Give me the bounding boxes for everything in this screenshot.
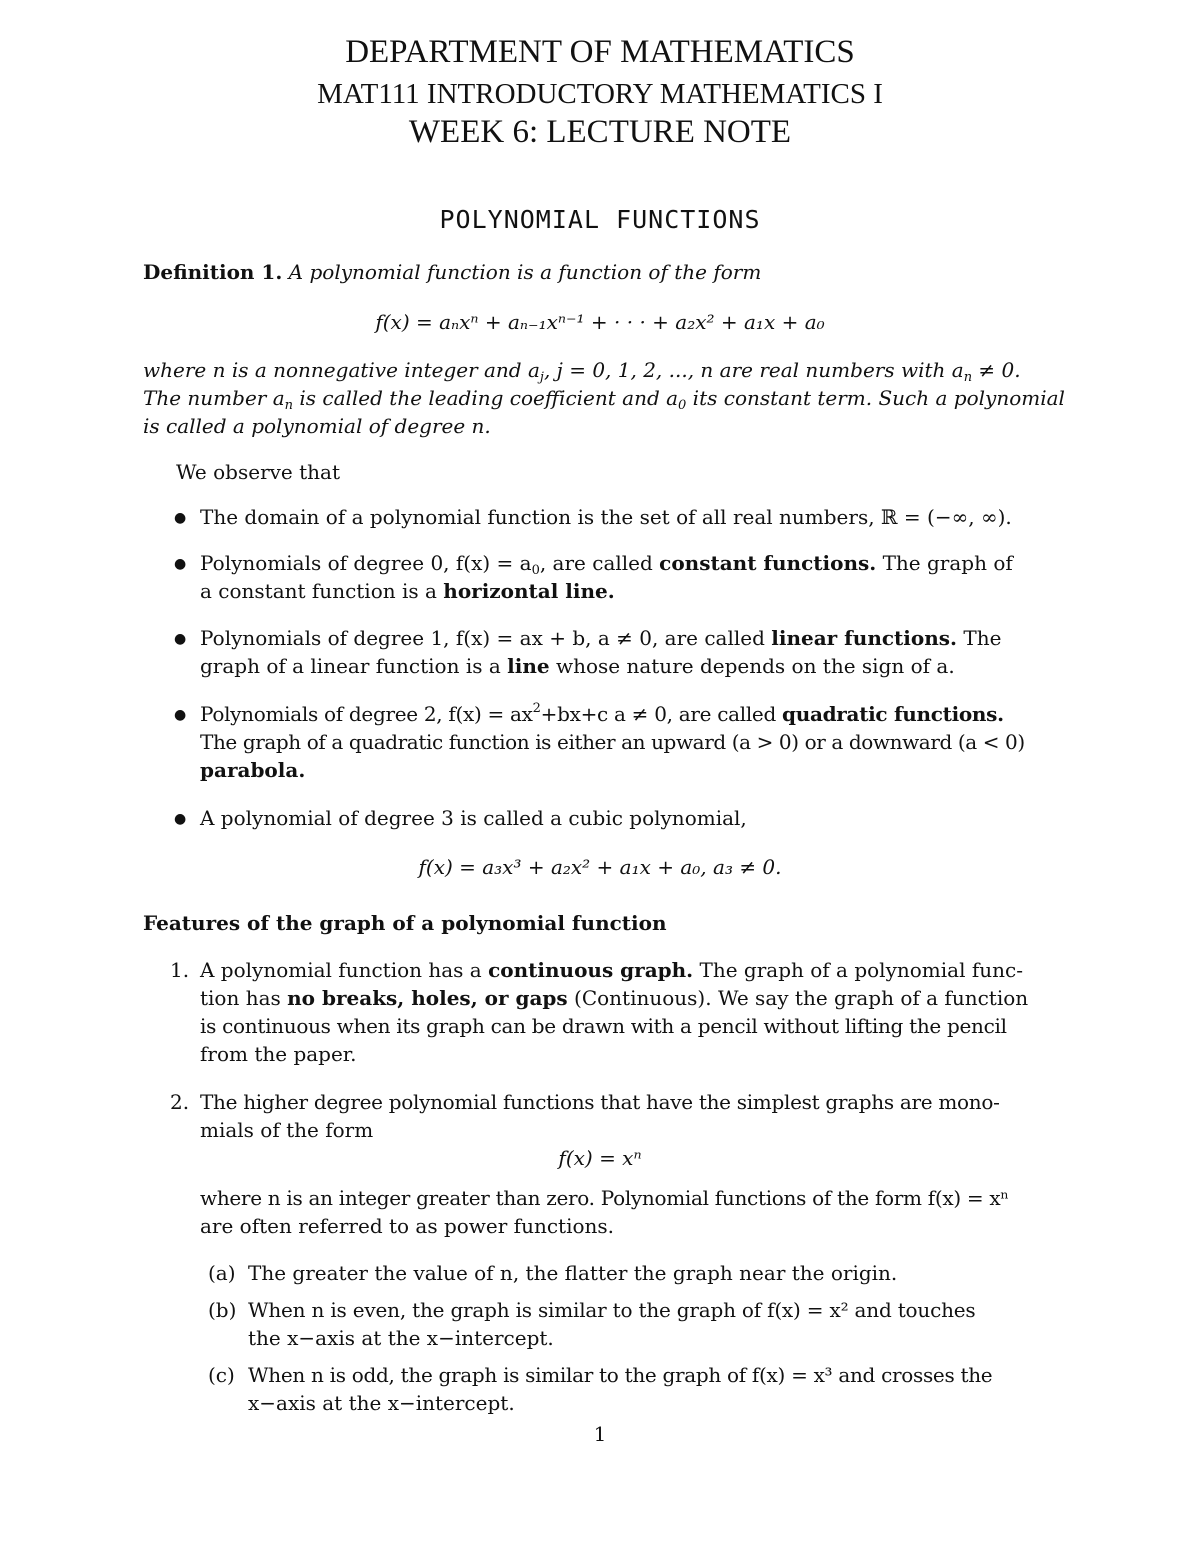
feature-2-line-2: mials of the form — [200, 1118, 374, 1142]
features-heading: Features of the graph of a polynomial function — [143, 911, 667, 935]
feature-1-line-2 — [200, 986, 1028, 1010]
f1-c: The graph of a polynomial func- — [693, 958, 1023, 982]
definition-label: Definition 1. — [143, 260, 283, 284]
b3-bold: linear functions. — [771, 626, 957, 650]
department-heading: DEPARTMENT OF MATHEMATICS — [345, 34, 855, 70]
course-heading: MAT111 INTRODUCTORY MATHEMATICS I — [317, 78, 883, 110]
observe-text: We observe that — [176, 460, 340, 484]
def-l2-c: its constant term. Such a polynomial — [686, 386, 1065, 410]
b4-bold: quadratic functions. — [782, 702, 1004, 726]
b3-l2-bold: line — [507, 654, 550, 678]
b2-l2-a: a constant function is a — [200, 579, 444, 603]
b2-l2-bold: horizontal line. — [443, 579, 615, 603]
def-l2-sub: n — [284, 398, 293, 413]
sub-item-a: The greater the value of n, the flatter the graph near the origin. — [248, 1261, 898, 1285]
def-l1-sub2: n — [963, 370, 973, 385]
sub-item-label: (a) — [208, 1261, 236, 1285]
feature-2-line-3: where n is an integer greater than zero. Polynomial functions of the form f(x) = xⁿ — [200, 1186, 1009, 1210]
sub-item-label: (c) — [208, 1363, 235, 1387]
bullet-dot: ● — [174, 707, 187, 723]
feature-1-line-1 — [200, 958, 1023, 982]
feature-2-line-4: are often referred to as power functions. — [200, 1214, 615, 1238]
def-l1-b: , j = 0, 1, 2, ..., n are real numbers with a — [543, 358, 964, 382]
cubic-equation: f(x) = a₃x³ + a₂x² + a₁x + a₀, a₃ ≠ 0. — [418, 855, 782, 879]
item-number: 2. — [170, 1090, 190, 1114]
bullet-quadratic-line-3 — [200, 758, 305, 782]
b4-l3-bold: parabola. — [200, 758, 306, 782]
b3-l2-a: graph of a linear function is a — [200, 654, 508, 678]
definition-intro — [143, 260, 761, 284]
def-l1-sub: j — [539, 370, 544, 385]
bullet-constant-line-2 — [200, 579, 615, 603]
bullet-dot: ● — [174, 631, 187, 647]
feature-1-line-3: is continuous when its graph can be drawn with a pencil without lifting the pencil — [200, 1014, 1007, 1038]
sub-item-b-line-2: the x−axis at the x−intercept. — [248, 1326, 554, 1350]
definition-line-1 — [143, 358, 1021, 385]
bullet-linear-line-1 — [200, 626, 1001, 650]
bullet-cubic: A polynomial of degree 3 is called a cubic polynomial, — [200, 806, 747, 830]
sub-item-label: (b) — [208, 1298, 237, 1322]
bullet-quadratic-line-1 — [200, 702, 1004, 726]
sub-item-b-line-1: When n is even, the graph is similar to the graph of f(x) = x² and touches — [248, 1298, 976, 1322]
section-title: POLYNOMIAL FUNCTIONS — [439, 205, 761, 234]
power-equation: f(x) = xⁿ — [558, 1146, 642, 1170]
b4-a: Polynomials of degree 2, f(x) = ax — [200, 702, 533, 726]
f1-l2-bold: no breaks, holes, or gaps — [287, 986, 568, 1010]
f1-bold: continuous graph. — [488, 958, 694, 982]
bullet-dot: ● — [174, 510, 187, 526]
b3-a: Polynomials of degree 1, f(x) = ax + b, a ≠ 0, are called — [200, 626, 772, 650]
definition-text: A polynomial function is a function of the form — [288, 260, 762, 284]
feature-1-line-4: from the paper. — [200, 1042, 357, 1066]
def-l2-b: is called the leading coefficient and a — [293, 386, 679, 410]
bullet-constant-line-1 — [200, 551, 1013, 578]
f1-l2-a: tion has — [200, 986, 288, 1010]
def-l1-c: ≠ 0. — [972, 358, 1021, 382]
bullet-domain: The domain of a polynomial function is the set of all real numbers, ℝ = (−∞, ∞). — [200, 505, 1012, 529]
b4-sup: 2 — [532, 701, 541, 716]
definition-equation: f(x) = aₙxⁿ + aₙ₋₁xⁿ⁻¹ + · · · + a₂x² + a₁x + a₀ — [375, 310, 825, 334]
item-number: 1. — [170, 958, 190, 982]
feature-2-line-1: The higher degree polynomial functions that have the simplest graphs are mono- — [200, 1090, 1000, 1114]
bullet-linear-line-2 — [200, 654, 955, 678]
b2-bold: constant functions. — [659, 551, 877, 575]
page-number: 1 — [593, 1422, 607, 1446]
b2-sub: 0 — [531, 563, 540, 578]
bullet-dot: ● — [174, 811, 187, 827]
sub-item-c-line-1: When n is odd, the graph is similar to the graph of f(x) = x³ and crosses the — [248, 1363, 993, 1387]
def-l2-a: The number a — [143, 386, 285, 410]
bullet-quadratic-line-2: The graph of a quadratic function is either an upward (a > 0) or a downward (a < 0) — [200, 730, 1025, 754]
b4-b: +bx+c a ≠ 0, are called — [540, 702, 783, 726]
f1-a: A polynomial function has a — [200, 958, 489, 982]
def-l1-a: where n is a nonnegative integer and a — [143, 358, 540, 382]
b3-c: The — [957, 626, 1002, 650]
b2-a: Polynomials of degree 0, f(x) = a — [200, 551, 532, 575]
b2-b: , are called — [539, 551, 660, 575]
definition-line-3: is called a polynomial of degree n. — [143, 414, 491, 438]
b3-l2-c: whose nature depends on the sign of a. — [549, 654, 955, 678]
bullet-dot: ● — [174, 556, 187, 572]
definition-line-2 — [143, 386, 1065, 413]
sub-item-c-line-2: x−axis at the x−intercept. — [248, 1391, 515, 1415]
week-heading: WEEK 6: LECTURE NOTE — [408, 114, 792, 150]
b2-c: The graph of — [876, 551, 1013, 575]
def-l2-sub2: 0 — [678, 398, 687, 413]
f1-l2-c: (Continuous). We say the graph of a function — [567, 986, 1029, 1010]
